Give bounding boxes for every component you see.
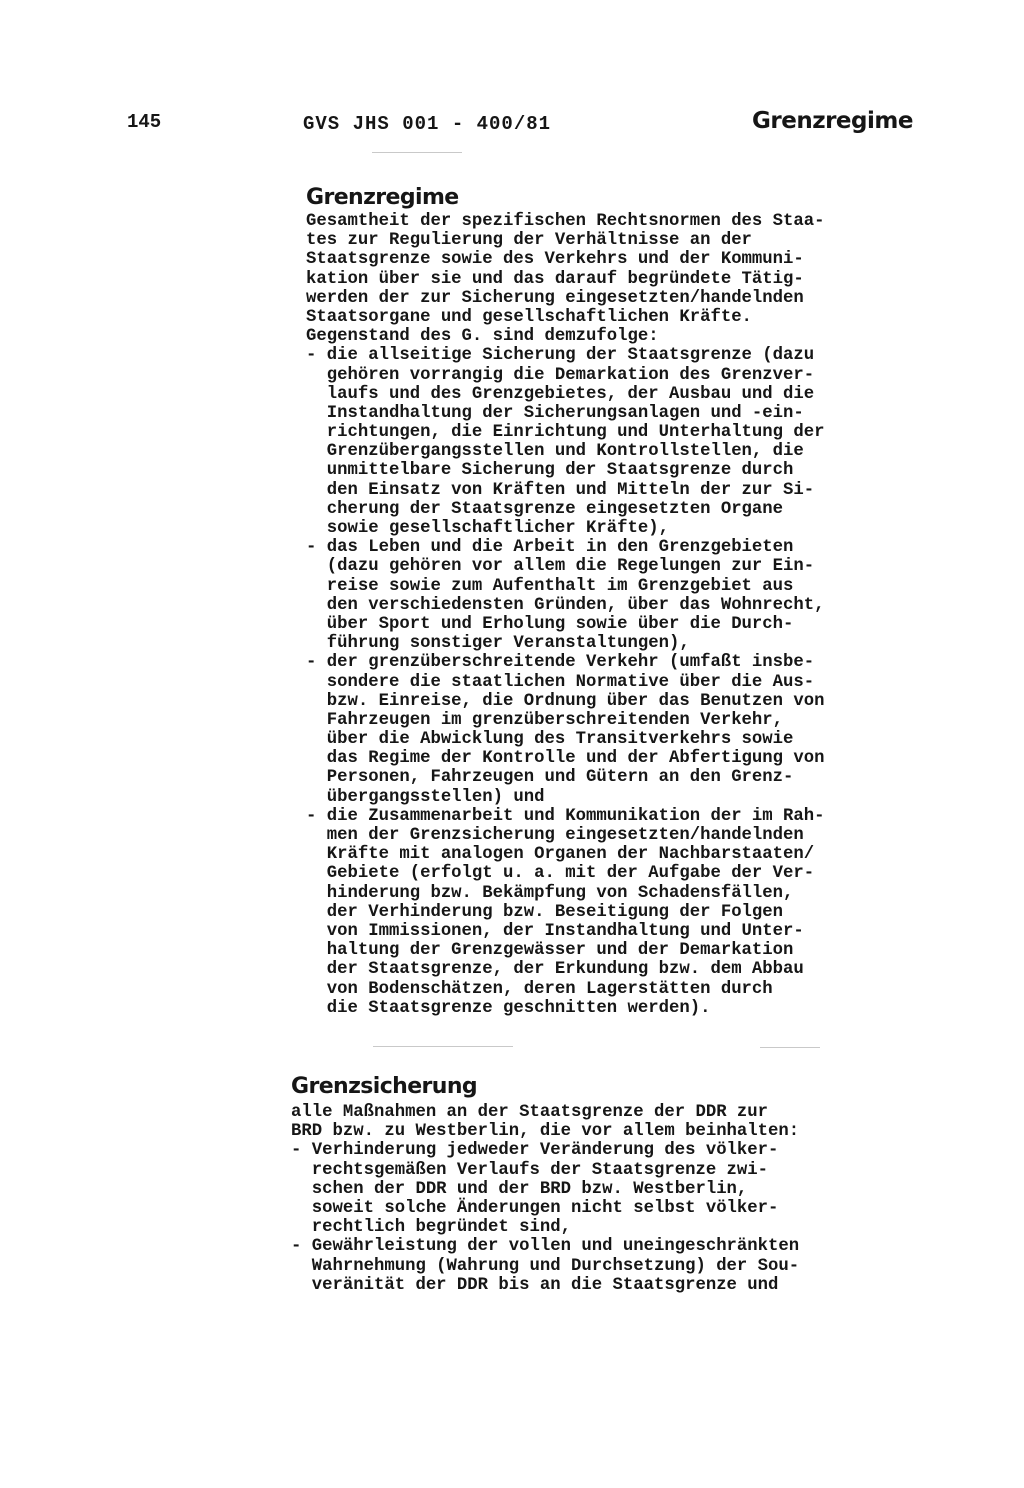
text-line: - Verhinderung jedweder Veränderung des völker- [291, 1141, 779, 1161]
running-head: Grenzregime [752, 108, 913, 134]
text-line: Gebiete (erfolgt u. a. mit der Aufgabe der Ver- [306, 864, 815, 884]
text-line: Staatsorgane und gesellschaftlichen Kräfte. [306, 307, 752, 327]
text-line: Gesamtheit der spezifischen Rechtsnormen des Staa- [306, 212, 825, 231]
text-line: den verschiedensten Gründen, über das Wohnrecht, [306, 595, 825, 615]
text-line: Kräfte mit analogen Organen der Nachbarstaaten/ [306, 845, 815, 865]
page-number: 145 [127, 111, 162, 133]
text-line: - der grenzüberschreitende Verkehr (umfaßt insbe- [306, 653, 815, 673]
text-line: (dazu gehören vor allem die Regelungen zur Ein- [306, 557, 815, 577]
text-line: führung sonstiger Veranstaltungen), [306, 634, 690, 654]
text-line: übergangsstellen) und [306, 787, 545, 807]
text-line: alle Maßnahmen an der Staatsgrenze der DDR zur [291, 1103, 769, 1122]
text-line: rechtsgemäßen Verlaufs der Staatsgrenze zwi- [291, 1160, 769, 1180]
text-line: Wahrnehmung (Wahrung und Durchsetzung) der Sou- [291, 1256, 800, 1276]
entry-title-grenzregime: Grenzregime [306, 185, 459, 210]
text-line: Fahrzeugen im grenzüberschreitenden Verkehr, [306, 710, 784, 730]
entry-title-grenzsicherung: Grenzsicherung [291, 1074, 478, 1099]
text-line: tes zur Regulierung der Verhältnisse an der [306, 231, 752, 251]
text-line: unmittelbare Sicherung der Staatsgrenze durch [306, 461, 794, 481]
text-line: der Staatsgrenze, der Erkundung bzw. dem Abbau [306, 960, 804, 980]
scan-artifact [373, 1046, 513, 1047]
text-line: sondere die staatlichen Normative über die Aus- [306, 672, 815, 692]
text-line: den Einsatz von Kräften und Mitteln der zur Si- [306, 480, 815, 500]
text-line: BRD bzw. zu Westberlin, die vor allem beinhalten: [291, 1122, 800, 1142]
text-line: hinderung bzw. Bekämpfung von Schadensfällen, [306, 883, 794, 903]
document-reference: GVS JHS 001 - 400/81 [303, 113, 552, 135]
text-line: der Verhinderung bzw. Beseitigung der Folgen [306, 902, 784, 922]
text-line: von Bodenschätzen, deren Lagerstätten durch [306, 979, 773, 999]
text-line: veränität der DDR bis an die Staatsgrenze und [291, 1275, 779, 1295]
entry-body-grenzregime [306, 212, 825, 1018]
text-line: - das Leben und die Arbeit in den Grenzgebieten [306, 538, 794, 558]
text-line: Gegenstand des G. sind demzufolge: [306, 327, 659, 347]
text-line: soweit solche Änderungen nicht selbst völker- [291, 1198, 779, 1218]
text-line: das Regime der Kontrolle und der Abfertigung von [306, 749, 825, 769]
text-line: über die Abwicklung des Transitverkehrs sowie [306, 730, 794, 750]
text-line: über Sport und Erholung sowie über die Durch- [306, 614, 794, 634]
text-line: schen der DDR und der BRD bzw. Westberlin, [291, 1179, 748, 1199]
text-line: Personen, Fahrzeugen und Gütern an den Grenz- [306, 768, 794, 788]
text-line: gehören vorrangig die Demarkation des Grenzver- [306, 365, 815, 385]
text-line: cherung der Staatsgrenze eingesetzten Organe [306, 499, 784, 519]
text-line: - die Zusammenarbeit und Kommunikation der im Rah- [306, 806, 825, 826]
scan-artifact [372, 152, 462, 153]
text-line: reise sowie zum Aufenthalt im Grenzgebiet aus [306, 576, 794, 596]
text-line: sowie gesellschaftlicher Kräfte), [306, 519, 669, 538]
text-line: von Immissionen, der Instandhaltung und Unter- [306, 921, 804, 941]
text-line: die Staatsgrenze geschnitten werden). [306, 998, 711, 1018]
text-line: Grenzübergangsstellen und Kontrollstellen, die [306, 442, 804, 462]
text-line: men der Grenzsicherung eingesetzten/handelnden [306, 826, 804, 845]
text-line: bzw. Einreise, die Ordnung über das Benutzen von [306, 691, 825, 711]
text-line: - die allseitige Sicherung der Staatsgrenze (dazu [306, 346, 815, 366]
text-line: haltung der Grenzgewässer und der Demarkation [306, 941, 794, 961]
text-line: rechtlich begründet sind, [291, 1218, 572, 1238]
text-line: kation über sie und das darauf begründete Tätig- [306, 269, 804, 289]
entry-body-grenzsicherung [291, 1103, 799, 1295]
text-line: laufs und des Grenzgebietes, der Ausbau und die [306, 384, 815, 404]
text-line: Staatsgrenze sowie des Verkehrs und der Kommuni- [306, 250, 804, 270]
text-line: - Gewährleistung der vollen und uneingeschränkten [291, 1237, 800, 1257]
text-line: richtungen, die Einrichtung und Unterhaltung der [306, 423, 825, 443]
scan-artifact [760, 1047, 820, 1048]
text-line: werden der zur Sicherung eingesetzten/handelnden [306, 288, 804, 308]
text-line: Instandhaltung der Sicherungsanlagen und -ein- [306, 403, 804, 423]
